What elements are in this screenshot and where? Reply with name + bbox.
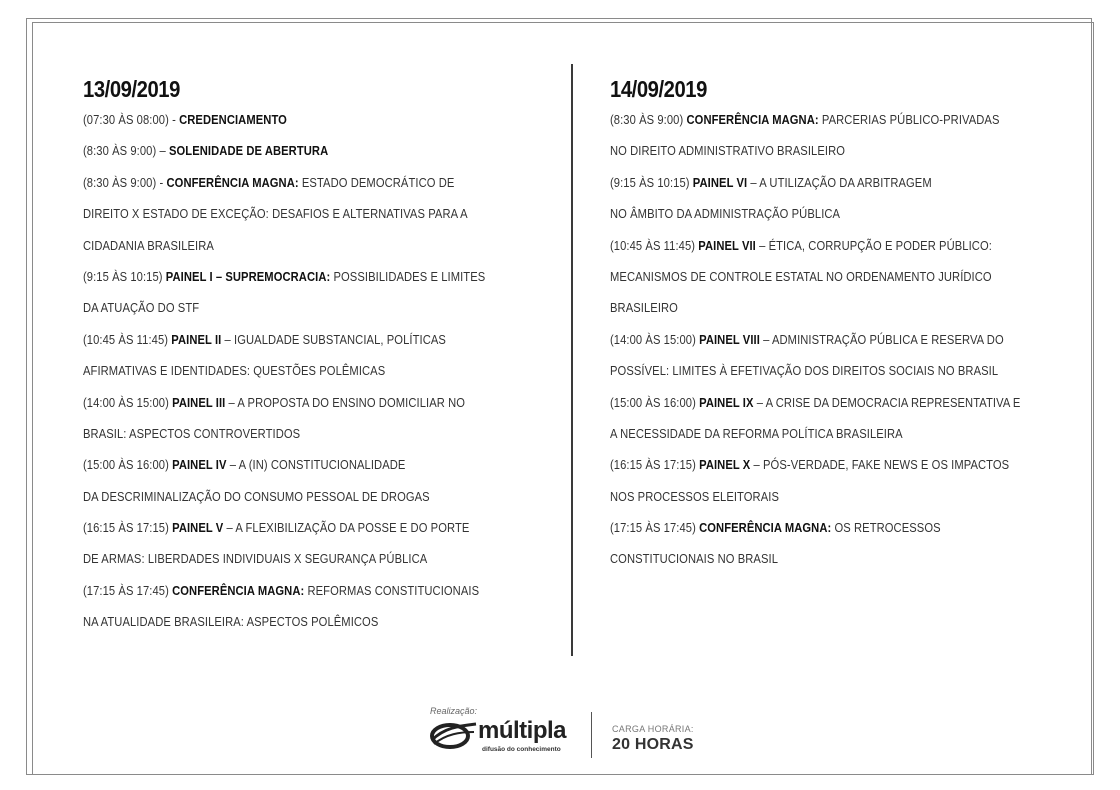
schedule-line-highlight: CONFERÊNCIA MAGNA: [686, 112, 819, 127]
schedule-line-text: ESTADO DEMOCRÁTICO DE [298, 174, 455, 190]
schedule-line [610, 512, 1006, 543]
schedule-line [83, 324, 487, 355]
schedule-line-text: (15:00 ÀS 16:00) [610, 394, 700, 410]
schedule-line [83, 198, 487, 229]
schedule-line-text: (14:00 ÀS 15:00) [83, 394, 173, 410]
schedule-line [610, 261, 1006, 292]
schedule-line [610, 104, 1006, 135]
schedule-line [83, 230, 487, 261]
schedule-line [83, 449, 487, 480]
schedule-line [83, 167, 487, 198]
schedule-line-text: BRASILEIRO [610, 300, 678, 316]
multipla-logo-icon [428, 718, 480, 752]
schedule-line-text: (10:45 ÀS 11:45) [610, 237, 699, 253]
schedule-line [610, 230, 1006, 261]
schedule-line [83, 575, 487, 606]
schedule-line [610, 449, 1010, 480]
schedule-line-text: A NECESSIDADE DA REFORMA POLÍTICA BRASILEIRA [610, 425, 903, 441]
schedule-line-text: (16:15 ÀS 17:15) [610, 457, 700, 473]
schedule-line-text: – A PROPOSTA DO ENSINO DOMICILIAR NO [225, 394, 466, 410]
schedule-line-text: NO ÂMBITO DA ADMINISTRAÇÃO PÚBLICA [610, 206, 841, 222]
schedule-line-highlight: CREDENCIAMENTO [179, 112, 287, 127]
schedule-line-highlight: PAINEL IV [172, 457, 227, 473]
schedule-line-highlight: PAINEL II [171, 331, 222, 347]
schedule-line-text: – A CRISE DA DEMOCRACIA REPRESENTATIVA E [753, 394, 1021, 410]
day-2-schedule [610, 104, 1070, 575]
schedule-line-text: POSSIBILIDADES E LIMITES [330, 268, 486, 284]
schedule-line-text: REFORMAS CONSTITUCIONAIS [304, 582, 480, 598]
schedule-line-text: (16:15 ÀS 17:15) [83, 520, 173, 536]
schedule-line [610, 481, 1006, 512]
schedule-line [83, 135, 487, 166]
schedule-line-text: (9:15 ÀS 10:15) [83, 268, 166, 284]
schedule-line [610, 543, 1006, 574]
schedule-line-text: DE ARMAS: LIBERDADES INDIVIDUAIS X SEGURANÇA PÚBLICA [83, 551, 428, 567]
day-1-schedule [83, 104, 553, 638]
logo-tagline: difusão do conhecimento [482, 746, 561, 753]
schedule-line [610, 387, 1021, 418]
schedule-line-text: (17:15 ÀS 17:45) [83, 582, 173, 598]
carga-horaria-label: CARGA HORÁRIA: [612, 724, 694, 734]
schedule-line-text: – A FLEXIBILIZAÇÃO DA POSSE E DO PORTE [223, 520, 470, 536]
schedule-line [83, 481, 487, 512]
schedule-line [83, 261, 487, 292]
day-2-column [610, 74, 1070, 575]
schedule-line-text: (14:00 ÀS 15:00) [610, 331, 700, 347]
schedule-line-text: (07:30 ÀS 08:00) - [83, 112, 180, 127]
schedule-line [83, 292, 487, 323]
schedule-line-text: CIDADANIA BRASILEIRA [83, 237, 214, 253]
footer [426, 704, 726, 764]
schedule-line [83, 355, 487, 386]
schedule-line-highlight: PAINEL VI [692, 174, 748, 190]
schedule-line-highlight: PAINEL V [172, 520, 224, 536]
schedule-line-highlight: PAINEL III [172, 394, 226, 410]
schedule-line-text: – ÉTICA, CORRUPÇÃO E PODER PÚBLICO: [755, 237, 992, 253]
schedule-line [610, 324, 1006, 355]
day-2-date: 14/09/2019 [610, 76, 707, 102]
logo-wordmark: múltipla [478, 717, 567, 744]
schedule-line-text: DA ATUAÇÃO DO STF [83, 300, 200, 316]
schedule-line-text: BRASIL: ASPECTOS CONTROVERTIDOS [83, 425, 301, 441]
schedule-line-text: DIREITO X ESTADO DE EXCEÇÃO: DESAFIOS E ALTERNATIVAS PARA A [83, 206, 468, 222]
schedule-line-text: (9:15 ÀS 10:15) [610, 174, 693, 190]
schedule-line-text: OS RETROCESSOS [831, 520, 941, 536]
schedule-line-text: NA ATUALIDADE BRASILEIRA: ASPECTOS POLÊMICOS [83, 614, 379, 630]
schedule-line-highlight: CONFERÊNCIA MAGNA: [699, 520, 832, 536]
schedule-line [83, 387, 487, 418]
schedule-line-highlight: PAINEL VII [698, 237, 756, 253]
schedule-line-text: (8:30 ÀS 9:00) - [83, 174, 167, 190]
schedule-line-highlight: PAINEL VIII [699, 331, 760, 347]
schedule-line [83, 606, 487, 637]
schedule-line [610, 198, 1006, 229]
schedule-line [83, 543, 487, 574]
day-1-column [83, 74, 553, 638]
schedule-line-text: (8:30 ÀS 9:00) – [83, 143, 169, 159]
schedule-line-text: NOS PROCESSOS ELEITORAIS [610, 488, 779, 504]
schedule-line-text: – PÓS-VERDADE, FAKE NEWS E OS IMPACTOS [750, 457, 1010, 473]
schedule-line-text: MECANISMOS DE CONTROLE ESTATAL NO ORDENAMENTO JURÍDICO [610, 268, 992, 284]
schedule-line-highlight: PAINEL I – SUPREMOCRACIA: [165, 268, 331, 284]
schedule-line-highlight: PAINEL X [699, 457, 751, 473]
schedule-line-highlight: SOLENIDADE DE ABERTURA [168, 143, 329, 159]
schedule-line-text: – IGUALDADE SUBSTANCIAL, POLÍTICAS [221, 331, 446, 347]
schedule-line-text: DA DESCRIMINALIZAÇÃO DO CONSUMO PESSOAL DE DROGAS [83, 488, 430, 504]
schedule-line-highlight: CONFERÊNCIA MAGNA: [172, 582, 305, 598]
schedule-line [610, 355, 1006, 386]
schedule-line-text: (10:45 ÀS 11:45) [83, 331, 172, 347]
schedule-line-text: – A (IN) CONSTITUCIONALIDADE [226, 457, 406, 473]
schedule-line-text: (15:00 ÀS 16:00) [83, 457, 173, 473]
schedule-line-text: – A UTILIZAÇÃO DA ARBITRAGEM [747, 174, 932, 190]
schedule-line-text: (17:15 ÀS 17:45) [610, 520, 700, 536]
schedule-line [83, 104, 487, 135]
schedule-line [610, 167, 1006, 198]
column-divider [571, 64, 573, 656]
footer-divider [591, 712, 592, 758]
day-1-date: 13/09/2019 [83, 76, 180, 102]
schedule-line [610, 135, 1006, 166]
schedule-line-text: POSSÍVEL: LIMITES À EFETIVAÇÃO DOS DIREITOS SOCIAIS NO BRASIL [610, 363, 999, 379]
schedule-line [83, 418, 487, 449]
schedule-line-highlight: CONFERÊNCIA MAGNA: [166, 174, 299, 190]
realizacao-label: Realização: [430, 706, 478, 716]
schedule-line-text: AFIRMATIVAS E IDENTIDADES: QUESTÕES POLÊMICAS [83, 363, 386, 379]
schedule-line [83, 512, 487, 543]
schedule-line-text: PARCERIAS PÚBLICO-PRIVADAS [818, 112, 1000, 127]
schedule-line [610, 292, 1006, 323]
schedule-line [610, 418, 1006, 449]
schedule-line-text: (8:30 ÀS 9:00) [610, 112, 687, 127]
schedule-line-text: – ADMINISTRAÇÃO PÚBLICA E RESERVA DO [759, 331, 1004, 347]
schedule-line-highlight: PAINEL IX [699, 394, 754, 410]
schedule-line-text: CONSTITUCIONAIS NO BRASIL [610, 551, 779, 567]
carga-horaria-value: 20 HORAS [612, 736, 694, 753]
schedule-line-text: NO DIREITO ADMINISTRATIVO BRASILEIRO [610, 143, 846, 159]
